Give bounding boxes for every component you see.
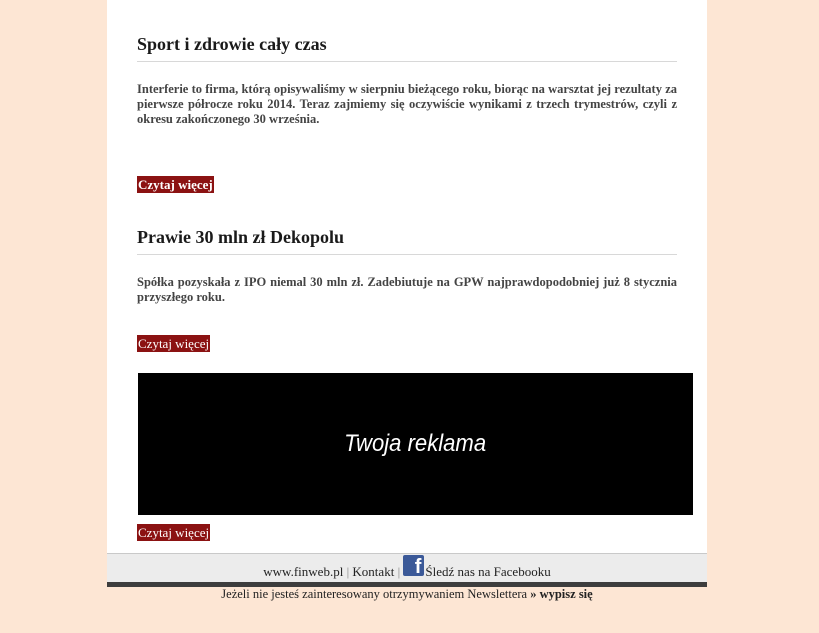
separator: | (346, 564, 350, 579)
article-2 (137, 227, 677, 305)
site-link[interactable]: www.finweb.pl (263, 564, 344, 579)
contact-link[interactable]: Kontakt (352, 564, 395, 579)
unsubscribe-text: Jeżeli nie jesteś zainteresowany otrzymywaniem Newslettera (221, 587, 528, 601)
newsletter-body (107, 0, 707, 553)
read-more-button[interactable]: Czytaj więcej (138, 525, 210, 540)
article-1 (137, 34, 677, 127)
separator: | (397, 564, 401, 579)
unsubscribe-link[interactable]: wypisz się (539, 587, 593, 601)
ad-text: Twoja reklama (344, 430, 487, 457)
unsubscribe-notice (107, 587, 707, 602)
article-title[interactable]: Sport i zdrowie cały czas (137, 34, 677, 62)
article-excerpt: Spółka pozyskała z IPO niemal 30 mln zł. Zadebiutuje na GPW najprawdopodobniej już 8 stycznia przyszłego roku. (137, 275, 677, 304)
read-more-button[interactable]: Czytaj więcej (138, 177, 213, 192)
facebook-link[interactable] (403, 556, 551, 579)
article-excerpt: Interferie to firma, którą opisywaliśmy w sierpniu bieżącego roku, biorąc na warsztat jej rezultaty za pierwsze półrocze roku 2014. Teraz zajmiemy się oczywiście wynikami z trzech trymestrów, czyli z okresu zakończonego 30 września. (137, 82, 677, 126)
ad-banner[interactable] (138, 373, 693, 515)
article-title[interactable]: Prawie 30 mln zł Dekopolu (137, 227, 677, 255)
arrow-icon: » (530, 587, 537, 601)
footer (107, 553, 707, 587)
facebook-label: Śledź nas na Facebooku (425, 564, 551, 579)
read-more-button[interactable]: Czytaj więcej (138, 336, 210, 351)
facebook-icon: f (403, 555, 424, 576)
